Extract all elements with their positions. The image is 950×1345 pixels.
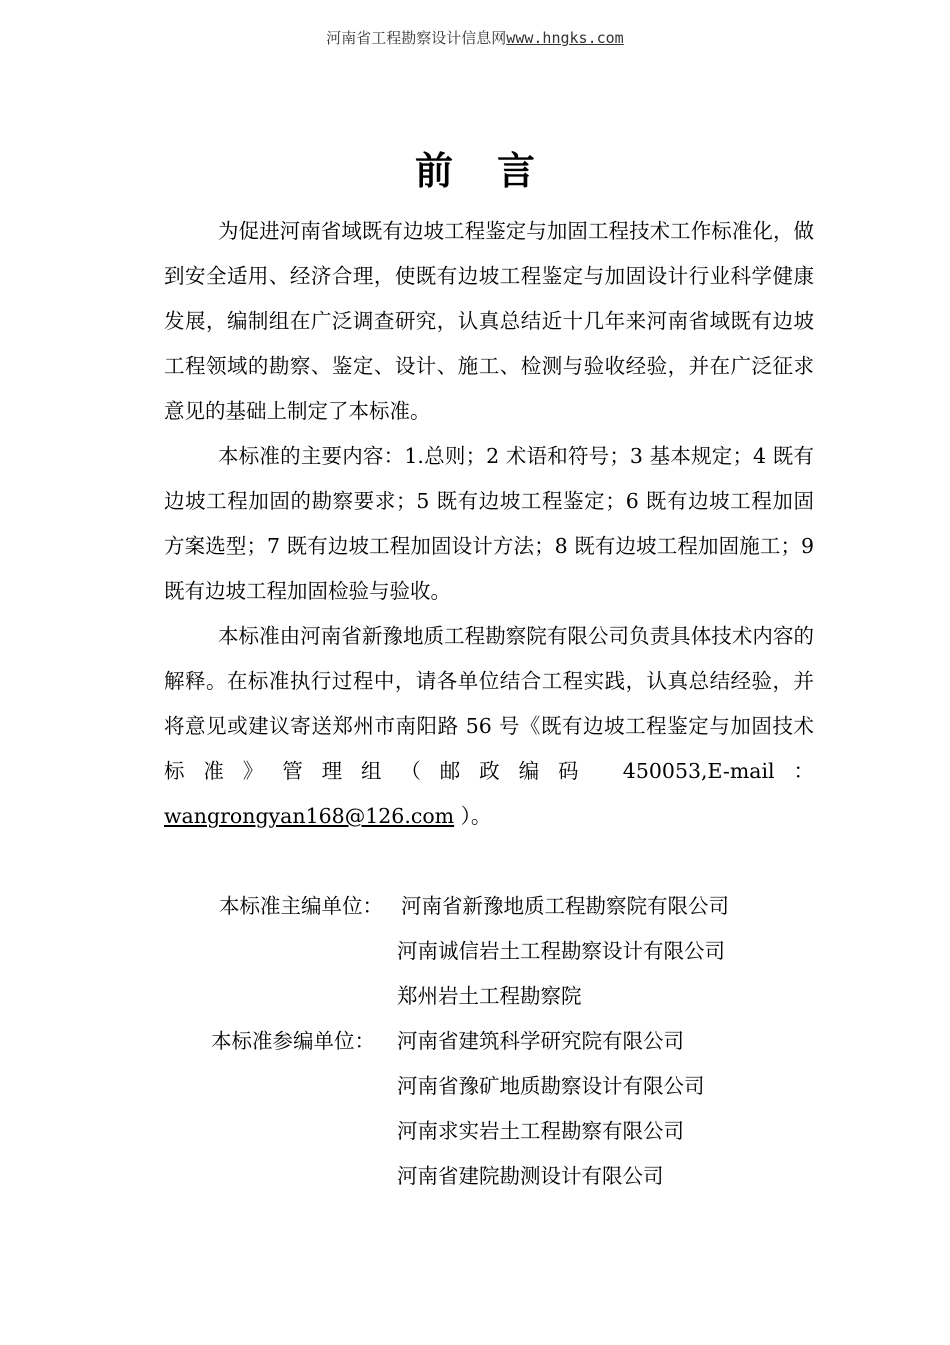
participating-unit-name: 河南求实岩土工程勘察有限公司 [397, 1119, 684, 1143]
paragraph-contents: 本标准的主要内容：1.总则；2 术语和符号；3 基本规定；4 既有边坡工程加固的勘察要求；5 既有边坡工程鉴定；6 既有边坡工程加固方案选型；7 既有边坡工程加固设计方法；8 既有边坡工程加固施工；9既有边坡工程加固检验与验收。 [164, 444, 814, 603]
participating-unit-name: 河南省建筑科学研究院有限公司 [397, 1029, 684, 1053]
page-title: 前言 [414, 149, 579, 193]
chief-unit-name: 郑州岩土工程勘察院 [397, 984, 582, 1008]
header-link[interactable]: www.hngks.com [506, 29, 624, 47]
explanation-text: 本标准由河南省新豫地质工程勘察院有限公司负责具体技术内容的解释。在标准执行过程中，请各单位结合工程实践，认真总结经验，并将意见或建议寄送郑州市南阳路 56 号《既有边坡工程鉴定与加固技术标准》管理组（邮政编码 450053,E-mail： [164, 624, 814, 783]
participating-units-label: 本标准参编单位： [211, 1029, 375, 1053]
paragraph-purpose: 为促进河南省域既有边坡工程鉴定与加固工程技术工作标准化，做到安全适用、经济合理，使既有边坡工程鉴定与加固设计行业科学健康发展，编制组在广泛调查研究，认真总结近十几年来河南省域既有边坡工程领域的勘察、鉴定、设计、施工、检测与验收经验，并在广泛征求意见的基础上制定了本标准。 [164, 219, 814, 423]
participating-unit-row [0, 1019, 950, 1064]
participating-unit-row [0, 1154, 950, 1199]
page-header [0, 27, 950, 48]
participating-unit-row [0, 1109, 950, 1154]
header-site-name: 河南省工程勘察设计信息网 [326, 29, 507, 47]
chief-units-label: 本标准主编单位： [219, 894, 383, 918]
paragraph-explanation [164, 614, 814, 839]
chief-unit-row [0, 974, 950, 1019]
chief-unit-row [0, 929, 950, 974]
preface-body [164, 209, 814, 839]
participating-unit-row [0, 1064, 950, 1109]
participating-unit-name: 河南省建院勘测设计有限公司 [397, 1164, 664, 1188]
explanation-suffix: ）。 [454, 804, 492, 828]
chief-unit-name: 河南省新豫地质工程勘察院有限公司 [401, 894, 729, 918]
chief-unit-row [0, 884, 950, 929]
email-link[interactable]: wangrongyan168@126.com [164, 804, 455, 828]
participating-unit-name: 河南省豫矿地质勘察设计有限公司 [397, 1074, 705, 1098]
chief-unit-name: 河南诚信岩土工程勘察设计有限公司 [397, 939, 725, 963]
